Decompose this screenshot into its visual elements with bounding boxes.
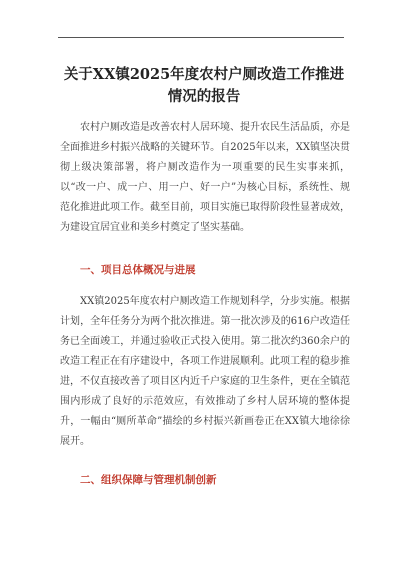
section-1-heading: 一、项目总体概况与进展: [80, 264, 196, 276]
top-divider: [58, 37, 344, 38]
intro-paragraph: 农村户厕改造是改善农村人居环境、提升农民生活品质，亦是全面推进乡村振兴战略的关键环节。自2025年以来，XX镇坚决贯彻上级决策部署，将户厕改造作为一项重要的民生实事来抓，以“改一户、成一户、用一户、好一户”为核心目标，系统性、规范化推进此项工作。截至目前，项目实施已取得阶段性显著成效，为建设宜居宜业和美乡村奠定了坚实基础。: [60, 122, 350, 233]
section-2-heading: 二、组织保障与管理机制创新: [80, 474, 217, 486]
section-1-paragraph: XX镇2025年度农村户厕改造工作规划科学，分步实施。根据计划，全年任务分为两个批次推进。第一批次涉及的616户改造任务已全面竣工，并通过验收正式投入使用。第二批次约360余户的改造工程正在有序建设中，各项工作进展顺利。此项工程的稳步推进，不仅直接改善了项目区内近千户家庭的卫生条件，更在全镇范围内形成了良好的示范效应，有效推动了乡村人居环境的整体提升，一幅由“厕所革命”描绘的乡村振兴新画卷正在XX镇大地徐徐展开。: [60, 296, 350, 447]
document-title: 关于XX镇2025年度农村户厕改造工作推进情况的报告: [63, 66, 345, 105]
